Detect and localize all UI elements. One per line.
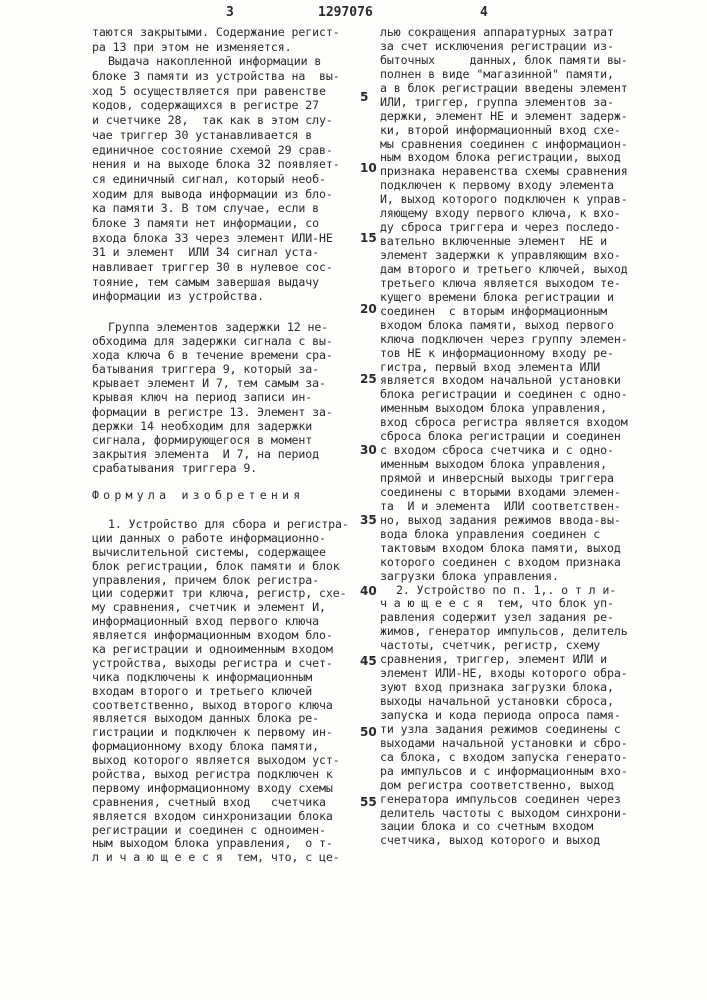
text-line: ройства, выход регистра подключен к [92,768,349,782]
text-line: тактовым входом блока памяти, выход [380,542,628,556]
text-line: с входом сброса счетчика и с одно- [380,444,628,458]
text-line: дам второго и третьего ключей, выход [380,263,628,277]
text-line: ка регистрации и одноименным входом [92,643,349,657]
text-line: зуют вход признака загрузки блока, [380,681,628,695]
text-line: жимов, генератор импульсов, делитель [380,625,628,639]
text-line: сброса блока регистрации и соединен [380,430,628,444]
text-line: кущего времени блока регистрации и [380,291,628,305]
text-line: является информационным входом бло- [92,629,349,643]
text-line: элемент ИЛИ-НЕ, входы которого обра- [380,667,628,681]
text-line: нения и на выходе блока 32 появляет- [92,157,340,172]
text-line: са блока, с входом запуска генерато- [380,751,628,765]
text-line: соединен с вторым информационным [380,305,628,319]
text-line: дом регистра соответственно, выход [380,779,628,793]
text-line: ка памяти 3. В том случае, если в [92,201,340,216]
text-line: сигнала, формирующегося в момент [92,433,333,447]
text-line: формационному входу блока памяти, [92,740,349,754]
text-line: информации из устройства. [92,289,340,304]
line-number: 15 [360,231,377,245]
text-line: вход сброса регистра является входом [380,416,628,430]
line-number: 10 [360,161,377,175]
text-line: сравнения, счетный вход счетчика [92,796,349,810]
text-line: ключа подключен через группу элемен- [380,333,628,347]
text-line: ду сброса триггера и через последо- [380,221,628,235]
text-line: л и ч а ю щ е е с я тем, что, с це- [92,851,349,865]
left-column-block-a [92,25,340,304]
text-line: соединены с вторыми входами элемен- [380,486,628,500]
text-line: гистра, первый вход элемента ИЛИ [380,361,628,375]
text-line: ти узла задания режимов соединены с [380,723,628,737]
text-line: входа блока 33 через элемент ИЛИ-НЕ [92,231,340,246]
text-line: держки 14 необходим для задержки [92,419,333,433]
text-line: устройства, выходы регистра и счет- [92,657,349,671]
line-number: 35 [360,513,377,527]
line-number: 55 [360,795,377,809]
text-line: ки, второй информационный вход схе- [380,124,628,138]
text-line: му сравнения, счетчик и элемент И, [92,601,349,615]
text-line: таются закрытыми. Содержание регист- [92,25,340,40]
text-line: равления содержит узел задания ре- [380,611,628,625]
text-line: И, выход которого подключен к управ- [380,193,628,207]
right-column [380,26,628,848]
text-line: 1. Устройство для сбора и регистра- [92,518,349,532]
line-number: 5 [360,90,368,104]
text-line: тов НЕ к информационному входу ре- [380,347,628,361]
text-line: за счет исключения регистрации из- [380,40,628,54]
text-line: ра импульсов и с информационным вхо- [380,765,628,779]
text-line: входам второго и третьего ключей [92,685,349,699]
text-line: ход 5 осуществляется при равенстве [92,84,340,99]
text-line: зации блока и со счетным входом [380,820,628,834]
text-line: блоке 3 памяти нет информации, со [92,216,340,231]
text-line: прямой и инверсный выходы триггера [380,472,628,486]
text-line: третьего ключа является выходом те- [380,277,628,291]
text-line: ИЛИ, триггер, группа элементов за- [380,96,628,110]
patent-number: 1297076 [318,5,373,20]
text-line: чае триггер 30 устанавливается в [92,128,340,143]
text-line: блока регистрации и соединен с одно- [380,388,628,402]
text-line: вода блока управления соединен с [380,528,628,542]
left-column-block-b [92,320,333,475]
text-line: батывания триггера 9, который за- [92,362,333,376]
text-line: и счетчике 28, так как в этом слу- [92,113,340,128]
text-line: выходами начальной установки и сбро- [380,737,628,751]
text-line: которого соединен с входом признака [380,556,628,570]
text-line: хода ключа 6 в течение времени сра- [92,348,333,362]
claims-heading: Формула изобретения [92,488,304,502]
text-line: крывая ключ на период записи ин- [92,390,333,404]
text-line: сравнения, триггер, элемент ИЛИ и [380,653,628,667]
text-line: а в блок регистрации введены элемент [380,82,628,96]
text-line: гистрации и подключен к первому ин- [92,726,349,740]
left-page-number: 3 [226,5,234,20]
text-line: частоты, счетчик, регистр, схему [380,639,628,653]
text-line: навливает триггер 30 в нулевое сос- [92,260,340,275]
left-column-block-c [92,518,349,865]
text-line: держки, элемент НЕ и элемент задерж- [380,110,628,124]
text-line: лью сокращения аппаратурных затрат [380,26,628,40]
text-line: формации в регистре 13. Элемент за- [92,405,333,419]
text-line: подключен к первому входу элемента [380,179,628,193]
text-line: Выдача накопленной информации в [92,54,340,69]
text-line: срабатывания триггера 9. [92,461,333,475]
text-line: регистрации и соединен с одноимен- [92,824,349,838]
text-line: закрытия элемента И 7, на период [92,447,333,461]
text-line: ся единичный сигнал, который необ- [92,172,340,187]
text-line: соответственно, выход второго ключа [92,699,349,713]
text-line: мы сравнения соединен с информацион- [380,138,628,152]
text-line: ра 13 при этом не изменяется. [92,40,340,55]
line-number: 45 [360,654,377,668]
text-line: 31 и элемент ИЛИ 34 сигнал уста- [92,245,340,260]
text-line: первому информационному входу схемы [92,782,349,796]
text-line: является входом синхронизации блока [92,810,349,824]
line-number: 40 [360,584,377,598]
text-line: ции данных о работе информационно- [92,532,349,546]
text-line: кодов, содержащихся в регистре 27 [92,98,340,113]
text-line: ции содержит три ключа, регистр, схе- [92,587,349,601]
text-line: чика подключены к информационным [92,671,349,685]
line-number: 25 [360,372,377,386]
text-line: загрузки блока управления. [380,570,628,584]
text-line: элемент задержки к управляющим вхо- [380,249,628,263]
text-line: вычислительной системы, содержащее [92,546,349,560]
text-line: счетчика, выход которого и выход [380,834,628,848]
text-line: Группа элементов задержки 12 не- [92,320,333,334]
text-line: информационный вход первого ключа [92,615,349,629]
text-line: генератора импульсов соединен через [380,793,628,807]
text-line: выходы начальной установки сброса, [380,695,628,709]
text-line: управления, причем блок регистра- [92,574,349,588]
text-line: ным входом блока регистрации, выход [380,151,628,165]
text-line: именным выходом блока управления, [380,458,628,472]
right-page-number: 4 [480,5,488,20]
text-line: делитель частоты с выходом синхрони- [380,807,628,821]
text-line: признака неравенства схемы сравнения [380,165,628,179]
text-line: тояние, тем самым завершая выдачу [92,275,340,290]
text-line: ным выходом блока управления, о т- [92,837,349,851]
text-line: является выходом данных блока ре- [92,712,349,726]
text-line: выход которого является выходом уст- [92,754,349,768]
text-line: запуска и кода периода опроса памя- [380,709,628,723]
text-line: ч а ю щ е е с я тем, что блок уп- [380,597,628,611]
text-line: обходима для задержки сигнала с вы- [92,334,333,348]
text-line: является входом начальной установки [380,374,628,388]
text-line: единичное состояние схемой 29 срав- [92,143,340,158]
text-line: ходим для вывода информации из бло- [92,187,340,202]
line-number: 20 [360,302,377,316]
text-line: входом блока памяти, выход первого [380,319,628,333]
line-number: 50 [360,725,377,739]
text-line: блоке 3 памяти из устройства на вы- [92,69,340,84]
text-line: крывает элемент И 7, тем самым за- [92,376,333,390]
text-line: но, выход задания режимов ввода-вы- [380,514,628,528]
text-line: 2. Устройство по п. 1,. о т л и- [380,584,628,598]
text-line: та И и элемента ИЛИ соответствен- [380,500,628,514]
text-line: быточных данных, блок памяти вы- [380,54,628,68]
text-line: блок регистрации, блок памяти и блок [92,560,349,574]
text-line: именным выходом блока управления, [380,402,628,416]
text-line: полнен в виде "магазинной" памяти, [380,68,628,82]
text-line: вательно включенные элемент НЕ и [380,235,628,249]
text-line: ляющему входу первого ключа, к вхо- [380,207,628,221]
line-number: 30 [360,443,377,457]
